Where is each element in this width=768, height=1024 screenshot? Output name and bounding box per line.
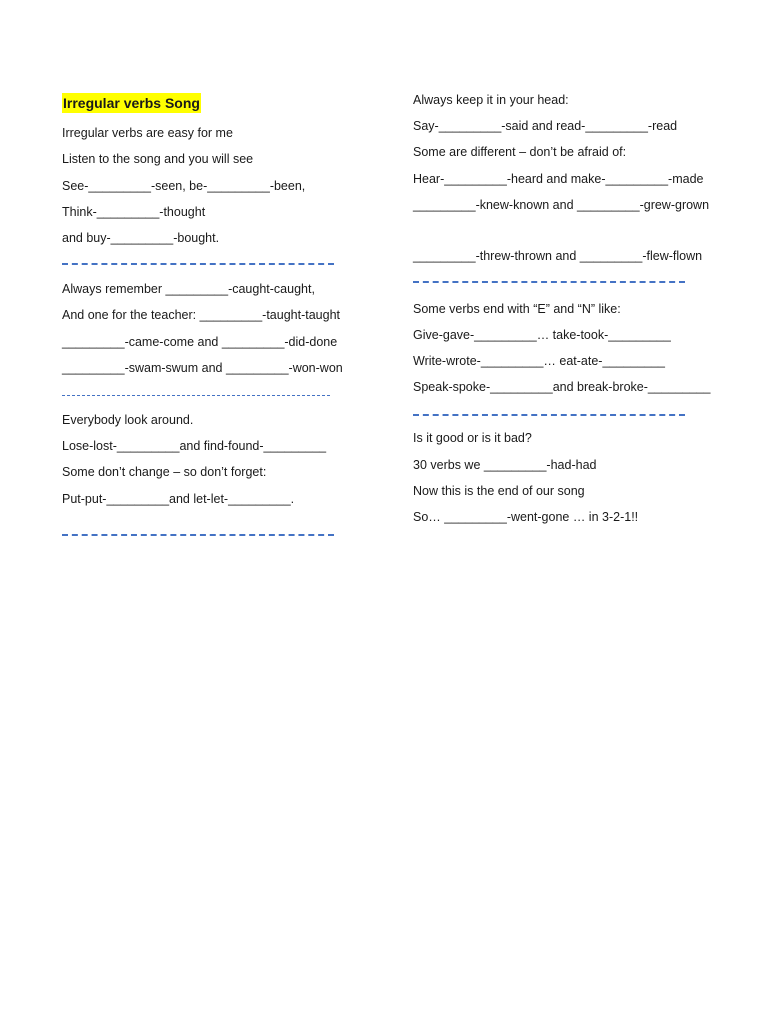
lyric-line: Always remember _________-caught-caught, <box>62 282 315 296</box>
lyric-line: Everybody look around. <box>62 413 194 427</box>
lyric-line: Is it good or is it bad? <box>413 431 532 445</box>
lyric-line: Irregular verbs are easy for me <box>62 126 233 140</box>
lyric-line: See-_________-seen, be-_________-been, <box>62 179 306 193</box>
lyric-line: Lose-lost-_________and find-found-_________ <box>62 439 327 453</box>
section-divider <box>413 414 685 416</box>
lyric-line: Some are different – don’t be afraid of: <box>413 145 627 159</box>
worksheet-title: Irregular verbs Song <box>63 95 200 111</box>
lyric-line: Some don’t change – so don’t forget: <box>62 465 267 479</box>
lyric-line: Always keep it in your head: <box>413 93 569 107</box>
lyric-line: Give-gave-_________… take-took-_________ <box>413 328 671 342</box>
lyric-line: Some verbs end with “E” and “N” like: <box>413 302 621 316</box>
lyric-line: Say-_________-said and read-_________-read <box>413 119 678 133</box>
lyric-line: Write-wrote-_________… eat-ate-_________ <box>413 354 666 368</box>
section-divider <box>413 281 685 283</box>
lyric-line: Hear-_________-heard and make-_________-made <box>413 172 704 186</box>
section-divider <box>62 534 334 536</box>
lyric-line: Listen to the song and you will see <box>62 152 254 166</box>
lyric-line: Now this is the end of our song <box>413 484 585 498</box>
lyric-line: _________-threw-thrown and _________-flew-flown <box>413 249 703 263</box>
lyric-line: _________-knew-known and _________-grew-grown <box>413 198 710 212</box>
lyric-line: 30 verbs we _________-had-had <box>413 458 597 472</box>
lyric-line: So… _________-went-gone … in 3-2-1!! <box>413 510 639 524</box>
lyric-line: _________-swam-swum and _________-won-won <box>62 361 343 375</box>
section-divider <box>62 395 330 396</box>
lyric-line: and buy-_________-bought. <box>62 231 220 245</box>
lyric-line: And one for the teacher: _________-taught-taught <box>62 308 340 322</box>
lyric-line: Speak-spoke-_________and break-broke-_________ <box>413 380 711 394</box>
lyric-line: Put-put-_________and let-let-_________. <box>62 492 295 506</box>
section-divider <box>62 263 334 265</box>
lyric-line: Think-_________-thought <box>62 205 206 219</box>
lyric-line: _________-came-come and _________-did-done <box>62 335 338 349</box>
